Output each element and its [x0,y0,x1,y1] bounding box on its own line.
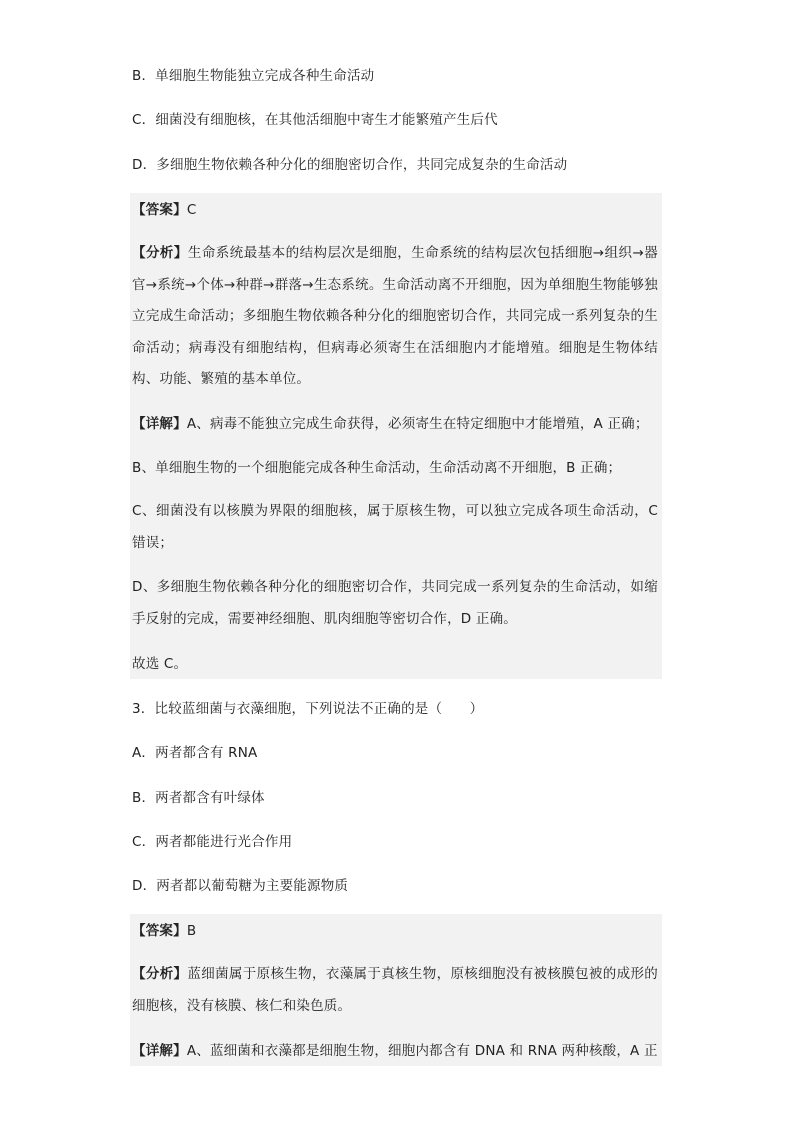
q3-stem: 3．比较蓝细菌与衣藻细胞，下列说法不正确的是（ ） [132,701,484,717]
analysis-tag: 【分析】 [132,966,188,982]
detail-a-text: A、病毒不能独立完成生命获得，必须寄生在特定细胞中才能增殖，A 正确； [186,416,649,432]
q2-option-c: C．细菌没有细胞核，在其他活细胞中寄生才能繁殖产生后代 [132,112,498,128]
detail-tag: 【详解】 [132,1043,187,1059]
detail-a-text: A、蓝细菌和衣藻都是细胞生物，细胞内都含有 DNA 和 RNA 两种核酸，A 正 [186,1043,658,1059]
detail-tag: 【详解】 [132,416,187,432]
answer-tag: 【答案】 [132,202,187,218]
q2-answer [132,201,196,219]
q2-detail-b: B、单细胞生物的一个细胞能完成各种生命活动，生命活动离不开细胞，B 正确； [132,460,622,476]
q3-option-d: D．两者都以葡萄糖为主要能源物质 [132,878,349,894]
q3-option-a: A．两者都含有 RNA [132,745,258,761]
q2-conclusion: 故选 C。 [132,656,188,672]
q2-option-d: D．多细胞生物依赖各种分化的细胞密切合作，共同完成复杂的生命活动 [132,157,568,173]
q3-analysis [132,959,658,1022]
answer-value: C [186,202,197,218]
answer-tag: 【答案】 [132,923,187,939]
q2-detail-c: C、细菌没有以核膜为界限的细胞核，属于原核生物，可以独立完成各项生命活动，C 错误； [132,503,658,551]
q2-detail-d: D、多细胞生物依赖各种分化的细胞密切合作，共同完成一系列复杂的生命活动，如缩手反射的完成，需要神经细胞、肌肉细胞等密切合作，D 正确。 [132,579,658,627]
q2-analysis [132,238,658,396]
q3-option-b: B．两者都含有叶绿体 [132,790,265,806]
analysis-text: 蓝细菌属于原核生物，衣藻属于真核生物，原核细胞没有被核膜包被的成形的细胞核，没有核膜、核仁和染色质。 [132,966,658,1014]
q3-option-c: C．两者都能进行光合作用 [132,834,293,850]
q2-option-b: B．单细胞生物能独立完成各种生命活动 [132,68,375,84]
answer-value: B [186,923,197,939]
q2-detail-a [132,415,649,433]
analysis-text: 生命系统最基本的结构层次是细胞，生命系统的结构层次包括细胞→组织→器官→系统→个体→种群→群落→生态系统。生命活动离不开细胞，因为单细胞生物能够独立完成生命活动；多细胞生物依赖各种分化的细胞密切合作，共同完成一系列复杂的生命活动；病毒没有细胞结构，但病毒必须寄生在活细胞内才能增殖。细胞是生物体结构、功能、繁殖的基本单位。 [132,245,658,388]
analysis-tag: 【分析】 [132,245,188,261]
q3-explanation-block [130,914,662,1066]
q3-detail-a [132,1042,658,1060]
q2-explanation-block [130,193,662,679]
q3-answer [132,922,196,940]
